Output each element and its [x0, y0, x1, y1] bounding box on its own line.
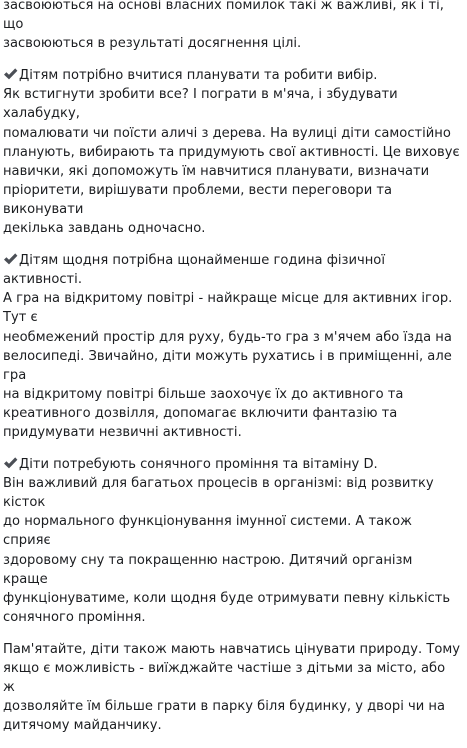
- heavy-check-mark-icon: [3, 456, 18, 470]
- text-line: [3, 455, 461, 474]
- text-line: креативного дозвілля, допомагає включити фантазію та: [3, 405, 398, 421]
- text-line: засвоюються на основі власних помилок такі ж важливі, як і ті, що: [3, 0, 444, 33]
- text-line: пріоритети, вирішувати проблеми, вести переговори та виконувати: [3, 182, 393, 217]
- text-line: засвоюються в результаті досягнення цілі.: [3, 36, 302, 52]
- text-line: до нормального функціонування імунної системи. А також сприяє: [3, 514, 412, 549]
- text-line: планують, вибирають та придумують свої активності. Це виховує: [3, 144, 460, 160]
- paragraph-planning: [3, 66, 461, 238]
- text-line: [3, 251, 461, 289]
- text-line: навички, які допоможуть їм навчитися планувати, визначати: [3, 163, 430, 179]
- paragraph-heading: Діти потребують сонячного проміння та вітаміну D.: [19, 457, 378, 473]
- text-line: декілька завдань одночасно.: [3, 221, 206, 237]
- text-line: сонячного проміння.: [3, 609, 146, 625]
- text-line: необмежений простір для руху, будь-то гра з м'ячем або їзда на: [3, 329, 452, 345]
- paragraph-heading: Дітям потрібно вчитися планувати та робити вибір.: [19, 68, 378, 84]
- post-body: [3, 0, 461, 748]
- paragraph-intro: [3, 0, 461, 53]
- text-line: здоровому сну та покращенню настрою. Дитячий організм краще: [3, 552, 413, 587]
- heavy-check-mark-icon: [3, 252, 18, 266]
- paragraph-nature: [3, 640, 461, 735]
- text-line: дитячому майданчику.: [3, 718, 162, 734]
- text-line: на відкритому повітрі більше заохочує їх до активного та: [3, 386, 404, 402]
- heavy-check-mark-icon: [3, 67, 18, 81]
- text-line: велосипеді. Звичайно, діти можуть рухатись і в приміщенні, але гра: [3, 348, 452, 383]
- text-line: А гра на відкритому повітрі - найкраще місце для активних ігор. Тут є: [3, 291, 453, 326]
- text-line: помалювати чи поїсти аличі з дерева. На вулиці діти самостійно: [3, 125, 451, 141]
- paragraph-physical-activity: [3, 251, 461, 442]
- text-line: придумувати незвичні активності.: [3, 424, 242, 440]
- text-line: [3, 66, 461, 85]
- paragraph-heading: Дітям щодня потрібна щонайменше година фізичної активності.: [3, 253, 385, 288]
- text-line: функціонуватиме, коли щодня буде отримувати певну кількість: [3, 590, 451, 606]
- text-line: якщо є можливість - виїжджайте частіше з дітьми за місто, або ж: [3, 661, 446, 696]
- text-line: Як встигнути зробити все? І пограти в м'яча, і збудувати халабудку,: [3, 87, 398, 122]
- text-line: дозволяйте їм більше грати в парку біля будинку, у дворі чи на: [3, 699, 445, 715]
- paragraph-sunlight: [3, 455, 461, 627]
- text-line: Він важливий для багатьох процесів в організмі: від розвитку кісток: [3, 476, 434, 511]
- text-line: Пам'ятайте, діти також мають навчатись цінувати природу. Тому: [3, 641, 460, 657]
